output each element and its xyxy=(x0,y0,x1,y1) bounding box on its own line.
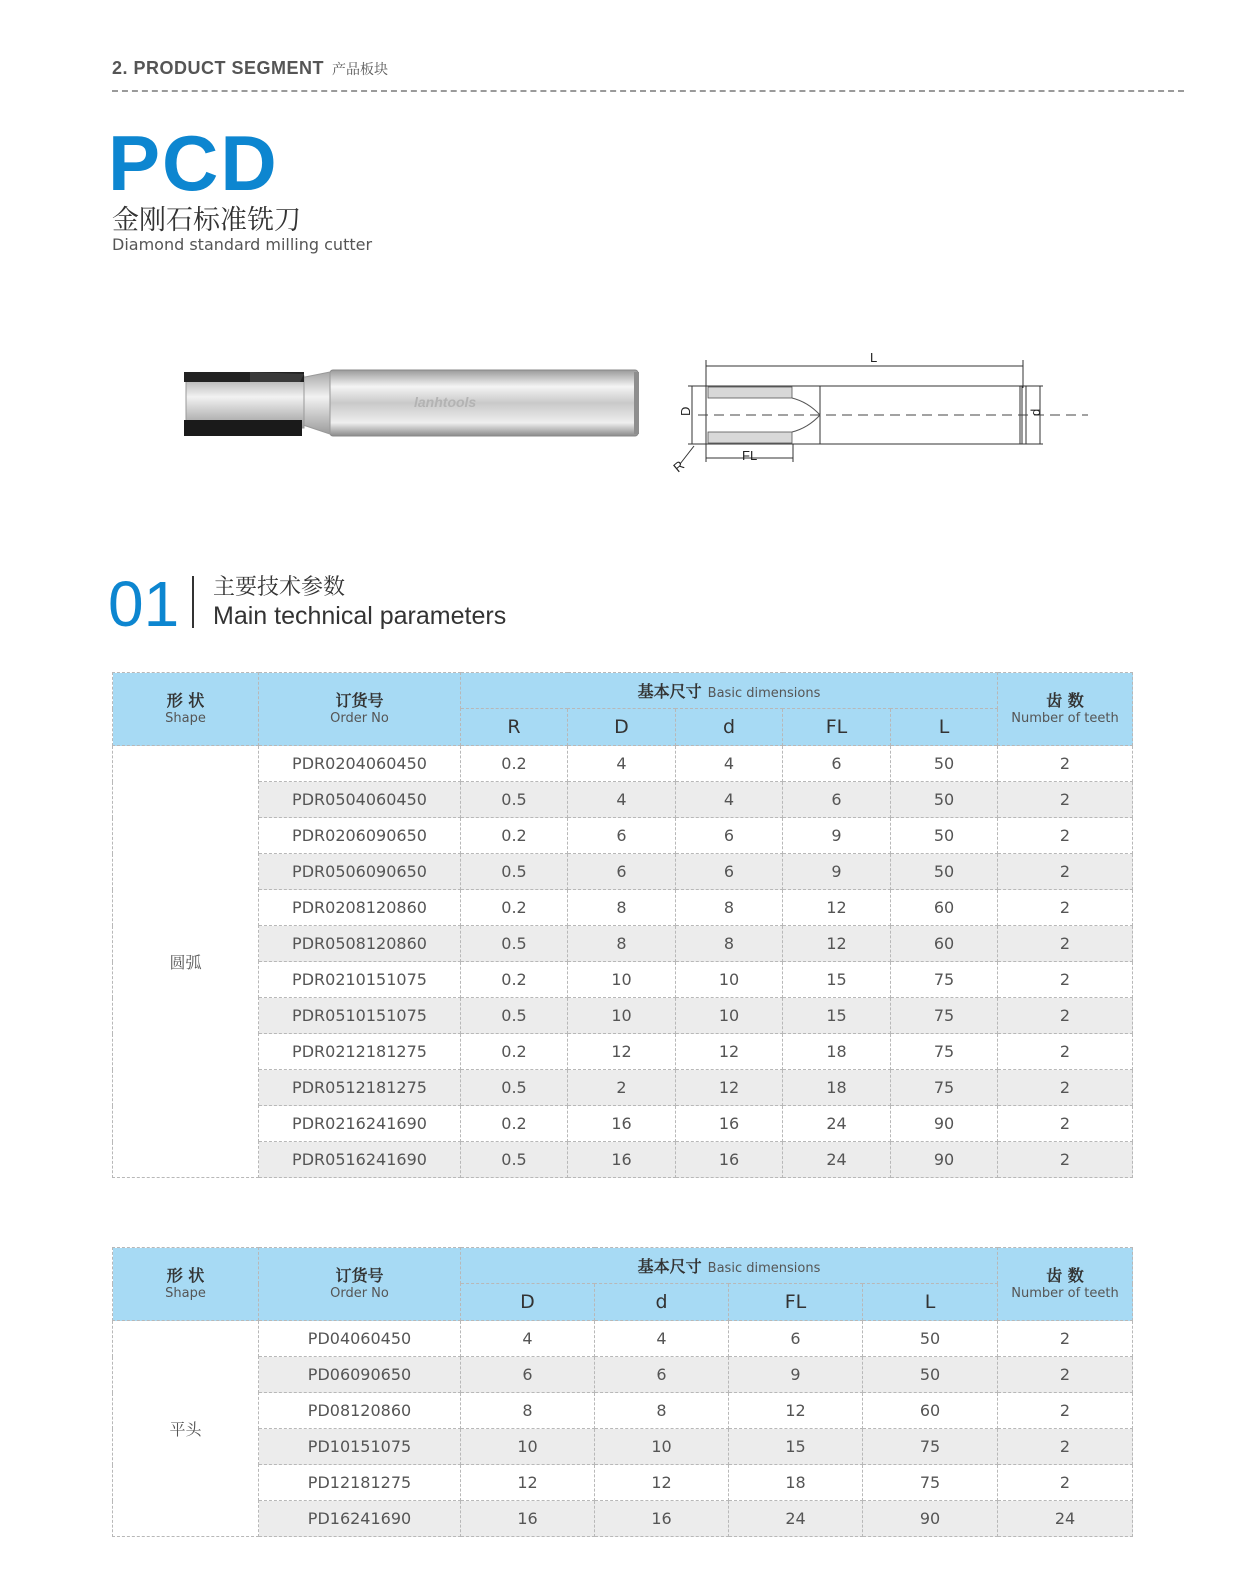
order-no-cell: PD04060450 xyxy=(259,1321,461,1357)
dimension-cell: 4 xyxy=(568,782,676,818)
dimension-cell: 15 xyxy=(783,998,891,1034)
table-row xyxy=(113,1501,1133,1537)
table-row xyxy=(113,926,1133,962)
teeth-cell: 2 xyxy=(998,1321,1133,1357)
teeth-cell: 2 xyxy=(998,998,1133,1034)
label-d: d xyxy=(1028,408,1043,416)
header-dim: R xyxy=(461,709,568,746)
dimension-cell: 18 xyxy=(783,1070,891,1106)
dimension-cell: 15 xyxy=(783,962,891,998)
order-no-cell: PDR0204060450 xyxy=(259,746,461,782)
dimension-cell: 8 xyxy=(676,890,783,926)
dimension-cell: 90 xyxy=(891,1142,998,1178)
teeth-cell: 2 xyxy=(998,1034,1133,1070)
header-shape: 形 状 Shape xyxy=(113,673,259,746)
dimension-cell: 0.5 xyxy=(461,782,568,818)
dimension-cell: 12 xyxy=(783,890,891,926)
dimension-cell: 12 xyxy=(676,1070,783,1106)
dimension-cell: 50 xyxy=(891,746,998,782)
order-no-cell: PD08120860 xyxy=(259,1393,461,1429)
dimension-cell: 8 xyxy=(568,926,676,962)
header-basic-dimensions: 基本尺寸 Basic dimensions xyxy=(461,1248,998,1284)
dimension-cell: 8 xyxy=(676,926,783,962)
dimension-cell: 24 xyxy=(783,1106,891,1142)
dimension-cell: 6 xyxy=(568,854,676,890)
order-no-cell: PDR0210151075 xyxy=(259,962,461,998)
table-row xyxy=(113,854,1133,890)
header-order-no: 订货号 Order No xyxy=(259,1248,461,1321)
table-row xyxy=(113,890,1133,926)
table-row xyxy=(113,1070,1133,1106)
teeth-cell: 2 xyxy=(998,818,1133,854)
header-teeth: 齿 数 Number of teeth xyxy=(998,673,1133,746)
segment-header xyxy=(112,58,1184,92)
teeth-cell: 2 xyxy=(998,782,1133,818)
header-dim: L xyxy=(863,1284,998,1321)
dimension-cell: 16 xyxy=(595,1501,729,1537)
dimension-cell: 10 xyxy=(676,962,783,998)
teeth-cell: 2 xyxy=(998,962,1133,998)
dimension-cell: 24 xyxy=(729,1501,863,1537)
order-no-cell: PDR0504060450 xyxy=(259,782,461,818)
table-row xyxy=(113,998,1133,1034)
dimension-cell: 12 xyxy=(676,1034,783,1070)
dimension-cell: 0.2 xyxy=(461,1034,568,1070)
dimension-cell: 60 xyxy=(891,890,998,926)
header-dim: d xyxy=(676,709,783,746)
header-dim: d xyxy=(595,1284,729,1321)
dimension-cell: 6 xyxy=(783,782,891,818)
order-no-cell: PD10151075 xyxy=(259,1429,461,1465)
dimension-cell: 9 xyxy=(783,818,891,854)
table-row xyxy=(113,1034,1133,1070)
teeth-cell: 2 xyxy=(998,1465,1133,1501)
dimension-cell: 60 xyxy=(891,926,998,962)
dimension-cell: 2 xyxy=(568,1070,676,1106)
dimension-cell: 0.5 xyxy=(461,854,568,890)
teeth-cell: 2 xyxy=(998,1429,1133,1465)
dimension-cell: 16 xyxy=(568,1142,676,1178)
spec-table-flat xyxy=(112,1247,1133,1537)
spec-table-radius xyxy=(112,672,1133,1178)
shape-cell: 圆弧 xyxy=(113,746,259,1178)
header-shape: 形 状 Shape xyxy=(113,1248,259,1321)
order-no-cell: PDR0512181275 xyxy=(259,1070,461,1106)
order-no-cell: PDR0212181275 xyxy=(259,1034,461,1070)
table-row xyxy=(113,818,1133,854)
teeth-cell: 2 xyxy=(998,1142,1133,1178)
dimension-cell: 6 xyxy=(783,746,891,782)
dimension-cell: 6 xyxy=(595,1357,729,1393)
header-dim: D xyxy=(568,709,676,746)
dimension-cell: 0.2 xyxy=(461,1106,568,1142)
header-dim: FL xyxy=(729,1284,863,1321)
dimension-cell: 24 xyxy=(783,1142,891,1178)
dimension-cell: 0.2 xyxy=(461,818,568,854)
product-photo xyxy=(180,360,642,442)
technical-drawing xyxy=(668,340,1098,480)
dimension-cell: 10 xyxy=(595,1429,729,1465)
dimension-cell: 12 xyxy=(729,1393,863,1429)
order-no-cell: PDR0206090650 xyxy=(259,818,461,854)
product-name-cn: 金刚石标准铣刀 xyxy=(112,205,301,236)
dimension-cell: 4 xyxy=(595,1321,729,1357)
header-basic-dimensions: 基本尺寸 Basic dimensions xyxy=(461,673,998,709)
table-row xyxy=(113,1142,1133,1178)
dimension-cell: 18 xyxy=(783,1034,891,1070)
order-no-cell: PDR0510151075 xyxy=(259,998,461,1034)
order-no-cell: PDR0516241690 xyxy=(259,1142,461,1178)
dimension-cell: 50 xyxy=(891,854,998,890)
teeth-cell: 2 xyxy=(998,1393,1133,1429)
teeth-cell: 2 xyxy=(998,854,1133,890)
dimension-cell: 16 xyxy=(676,1106,783,1142)
table-row xyxy=(113,782,1133,818)
order-no-cell: PDR0216241690 xyxy=(259,1106,461,1142)
teeth-cell: 2 xyxy=(998,890,1133,926)
table-row xyxy=(113,1429,1133,1465)
dimension-cell: 0.5 xyxy=(461,1070,568,1106)
dimension-cell: 10 xyxy=(568,998,676,1034)
brand-logo xyxy=(414,394,476,410)
dimension-cell: 16 xyxy=(461,1501,595,1537)
section-title-en: Main technical parameters xyxy=(213,602,507,630)
dimension-cell: 4 xyxy=(461,1321,595,1357)
section-title-cn: 主要技术参数 xyxy=(213,575,346,600)
dimension-cell: 16 xyxy=(676,1142,783,1178)
dimension-cell: 9 xyxy=(783,854,891,890)
order-no-cell: PDR0508120860 xyxy=(259,926,461,962)
dimension-cell: 8 xyxy=(595,1393,729,1429)
dimension-cell: 6 xyxy=(568,818,676,854)
dimension-cell: 75 xyxy=(891,998,998,1034)
dimension-cell: 12 xyxy=(461,1465,595,1501)
dimension-cell: 16 xyxy=(568,1106,676,1142)
header-dim: FL xyxy=(783,709,891,746)
dimension-cell: 50 xyxy=(891,818,998,854)
dimension-cell: 6 xyxy=(729,1321,863,1357)
dimension-cell: 0.2 xyxy=(461,962,568,998)
dimension-cell: 90 xyxy=(863,1501,998,1537)
dimension-cell: 8 xyxy=(568,890,676,926)
order-no-cell: PD12181275 xyxy=(259,1465,461,1501)
dimension-cell: 8 xyxy=(461,1393,595,1429)
dimension-cell: 0.5 xyxy=(461,998,568,1034)
dimension-cell: 50 xyxy=(863,1357,998,1393)
dimension-cell: 10 xyxy=(676,998,783,1034)
dimension-cell: 9 xyxy=(729,1357,863,1393)
dimension-cell: 75 xyxy=(863,1429,998,1465)
dimension-cell: 6 xyxy=(676,818,783,854)
segment-title-cn: 产品板块 xyxy=(332,62,389,78)
table-row xyxy=(113,1357,1133,1393)
segment-title: 2. PRODUCT SEGMENT xyxy=(112,58,325,78)
order-no-cell: PD06090650 xyxy=(259,1357,461,1393)
teeth-cell: 2 xyxy=(998,1357,1133,1393)
dimension-cell: 75 xyxy=(891,1034,998,1070)
order-no-cell: PD16241690 xyxy=(259,1501,461,1537)
table-row xyxy=(113,1106,1133,1142)
dimension-cell: 60 xyxy=(863,1393,998,1429)
label-R: R xyxy=(670,457,688,476)
section-divider xyxy=(192,576,194,628)
dimension-cell: 15 xyxy=(729,1429,863,1465)
label-D: D xyxy=(678,406,693,416)
dimension-cell: 75 xyxy=(863,1465,998,1501)
teeth-cell: 2 xyxy=(998,746,1133,782)
table-row xyxy=(113,1393,1133,1429)
dimension-cell: 0.5 xyxy=(461,926,568,962)
teeth-cell: 2 xyxy=(998,1106,1133,1142)
table-row xyxy=(113,1321,1133,1357)
dimension-cell: 75 xyxy=(891,1070,998,1106)
dimension-cell: 0.2 xyxy=(461,890,568,926)
dimension-cell: 0.5 xyxy=(461,1142,568,1178)
dimension-cell: 10 xyxy=(461,1429,595,1465)
dimension-cell: 18 xyxy=(729,1465,863,1501)
dimension-cell: 75 xyxy=(891,962,998,998)
section-number: 01 xyxy=(108,568,180,640)
table-row xyxy=(113,962,1133,998)
label-FL: FL xyxy=(742,448,758,463)
dimension-cell: 12 xyxy=(595,1465,729,1501)
dimension-cell: 10 xyxy=(568,962,676,998)
header-dim: D xyxy=(461,1284,595,1321)
teeth-cell: 2 xyxy=(998,1070,1133,1106)
product-name-en: Diamond standard milling cutter xyxy=(112,235,373,254)
dimension-cell: 50 xyxy=(891,782,998,818)
shape-cell: 平头 xyxy=(113,1321,259,1537)
dimension-cell: 50 xyxy=(863,1321,998,1357)
dimension-cell: 12 xyxy=(568,1034,676,1070)
dimension-cell: 6 xyxy=(461,1357,595,1393)
table-row xyxy=(113,746,1133,782)
dimension-cell: 4 xyxy=(568,746,676,782)
svg-text:lanhtools: lanhtools xyxy=(414,394,477,410)
teeth-cell: 2 xyxy=(998,926,1133,962)
teeth-cell: 24 xyxy=(998,1501,1133,1537)
header-order-no: 订货号 Order No xyxy=(259,673,461,746)
dimension-cell: 4 xyxy=(676,746,783,782)
product-title: PCD xyxy=(108,119,279,207)
dimension-cell: 4 xyxy=(676,782,783,818)
table-row xyxy=(113,1465,1133,1501)
header-teeth: 齿 数 Number of teeth xyxy=(998,1248,1133,1321)
order-no-cell: PDR0506090650 xyxy=(259,854,461,890)
dimension-cell: 0.2 xyxy=(461,746,568,782)
dimension-cell: 6 xyxy=(676,854,783,890)
dimension-cell: 90 xyxy=(891,1106,998,1142)
order-no-cell: PDR0208120860 xyxy=(259,890,461,926)
label-L: L xyxy=(870,350,878,365)
header-dim: L xyxy=(891,709,998,746)
dimension-cell: 12 xyxy=(783,926,891,962)
